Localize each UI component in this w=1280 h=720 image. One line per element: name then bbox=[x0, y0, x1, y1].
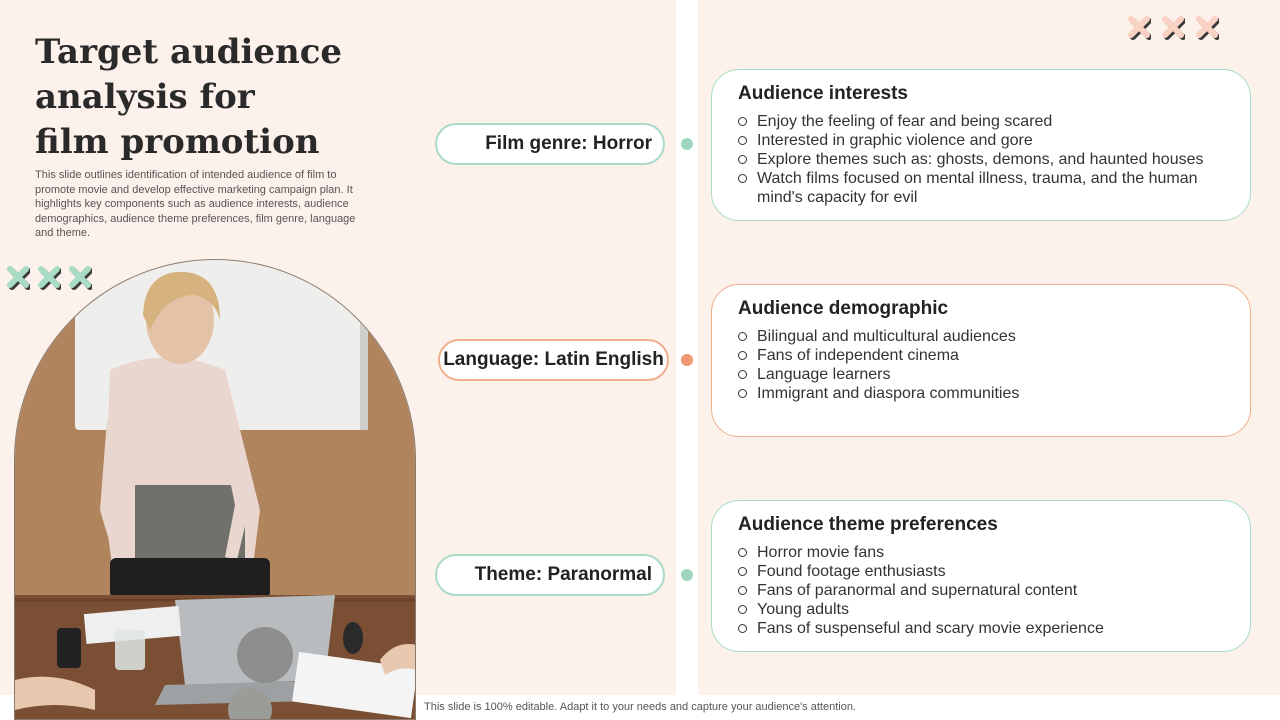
bullet-circle-icon bbox=[738, 136, 747, 145]
list-item: Enjoy the feeling of fear and being scared bbox=[738, 112, 1217, 131]
bullet-circle-icon bbox=[738, 370, 747, 379]
cross-icon bbox=[35, 264, 61, 292]
bullet-circle-icon bbox=[738, 174, 747, 183]
bullet-circle-icon bbox=[738, 155, 747, 164]
pill-film-genre bbox=[435, 123, 665, 165]
list-item: Fans of independent cinema bbox=[738, 346, 1217, 365]
list-item: Fans of paranormal and supernatural content bbox=[738, 581, 1217, 600]
list-item: Explore themes such as: ghosts, demons, and haunted houses bbox=[738, 150, 1217, 169]
connector-dot bbox=[681, 569, 693, 581]
list-item: Fans of suspenseful and scary movie experience bbox=[738, 619, 1217, 638]
presenter-photo-illustration bbox=[15, 260, 416, 720]
pill-language bbox=[438, 339, 669, 381]
slide-title-line: film promotion bbox=[35, 122, 320, 162]
pill-label: Theme: Paranormal bbox=[474, 564, 652, 585]
card-heading: Audience demographic bbox=[738, 298, 949, 319]
bullet-circle-icon bbox=[738, 117, 747, 126]
list-item: Bilingual and multicultural audiences bbox=[738, 327, 1217, 346]
list-item: Found footage enthusiasts bbox=[738, 562, 1217, 581]
connector-dot bbox=[681, 138, 693, 150]
cross-icon bbox=[4, 264, 30, 292]
card-audience-interests bbox=[711, 69, 1251, 221]
cross-icon bbox=[1193, 14, 1219, 42]
presenter-photo bbox=[14, 259, 416, 720]
list-item: Language learners bbox=[738, 365, 1217, 384]
card-audience-demographic bbox=[711, 284, 1251, 437]
card-list bbox=[738, 327, 1250, 403]
bullet-circle-icon bbox=[738, 586, 747, 595]
footer-note: This slide is 100% editable. Adapt it to your needs and capture your audience's attention. bbox=[424, 701, 856, 713]
card-heading: Audience interests bbox=[738, 83, 908, 104]
list-item: Watch films focused on mental illness, trauma, and the human mind's capacity for evil bbox=[738, 169, 1217, 207]
card-heading: Audience theme preferences bbox=[738, 514, 998, 535]
card-list bbox=[738, 543, 1250, 638]
slide-title bbox=[35, 30, 395, 165]
pill-label: Film genre: Horror bbox=[485, 133, 652, 154]
slide-title-line: Target audience bbox=[35, 32, 343, 72]
list-item: Young adults bbox=[738, 600, 1217, 619]
bullet-circle-icon bbox=[738, 389, 747, 398]
bullet-circle-icon bbox=[738, 351, 747, 360]
list-item: Immigrant and diaspora communities bbox=[738, 384, 1217, 403]
cross-icon bbox=[1159, 14, 1185, 42]
list-item: Interested in graphic violence and gore bbox=[738, 131, 1217, 150]
connector-dot bbox=[681, 354, 693, 366]
bullet-circle-icon bbox=[738, 605, 747, 614]
bullet-circle-icon bbox=[738, 332, 747, 341]
green-cross-decoration bbox=[4, 264, 92, 292]
card-list bbox=[738, 112, 1250, 207]
slide-title-line: analysis for bbox=[35, 77, 255, 117]
card-audience-theme-preferences bbox=[711, 500, 1251, 652]
pill-label: Language: Latin English bbox=[443, 349, 664, 370]
pink-cross-decoration bbox=[1125, 14, 1219, 42]
slide-description: This slide outlines identification of intended audience of film to promote movie and develop effective marketing campaign plan. It highlights key components such as audience interests, audience demographics, audience theme preferences, film genre, language and theme. bbox=[35, 169, 356, 239]
cross-icon bbox=[1125, 14, 1151, 42]
bullet-circle-icon bbox=[738, 567, 747, 576]
list-item: Horror movie fans bbox=[738, 543, 1217, 562]
cross-icon bbox=[66, 264, 92, 292]
bullet-circle-icon bbox=[738, 624, 747, 633]
pill-theme bbox=[435, 554, 665, 596]
bullet-circle-icon bbox=[738, 548, 747, 557]
